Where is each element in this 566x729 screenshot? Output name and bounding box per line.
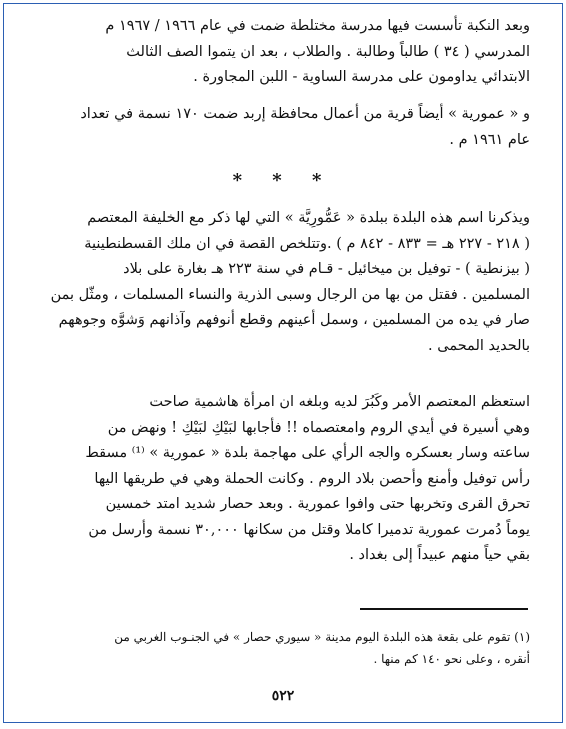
paragraph-mutasim-campaign (28, 390, 530, 569)
text-line: عام ١٩٦١ م . (449, 131, 530, 148)
paragraph-amuriya-village (28, 102, 530, 153)
footnote-line: أنقره ، وعلى نحو ١٤٠ كم منها . (373, 652, 530, 666)
text-line: بالحديد المحمى . (428, 337, 530, 354)
text-line: وبعد النكبة تأسست فيها مدرسة مختلطة ضمت في عام ١٩٦٦ / ١٩٦٧ م (105, 18, 530, 34)
text-line: الابتدائي يداومون على مدرسة الساوية - اللبن المجاورة . (193, 69, 530, 85)
text-line: المسلمين . فقتل من بها من الرجال وسبى الذرية والنساء المسلمات ، ومثّل بمن (50, 286, 530, 303)
footnote-divider (360, 608, 528, 610)
text-line: ( ٢١٨ - ٢٢٧ هـ = ٨٣٣ - ٨٤٢ م ) .وتتلخص القصة في ان ملك القسطنطينية (84, 235, 530, 252)
text-line: ( بيزنطية ) - توفيل بن ميخائيل - قـام في سنة ٢٢٣ هـ بغارة على بلاد (123, 261, 530, 277)
section-separator: * * * (232, 170, 334, 191)
book-page (3, 3, 563, 723)
page-number: ٥٢٢ (271, 688, 295, 704)
text-line: ويذكرنا اسم هذه البلدة ببلدة « عَمُّورِيَّة » التي لها ذكر مع الخليفة المعتصم (87, 210, 530, 226)
text-line: بقي حياً منهم عبيداً إلى بغداد . (349, 547, 530, 563)
text-line: استعظم المعتصم الأمر وكَبُرَ لديه وبلغه ان امرأة هاشمية صاحت (149, 394, 530, 410)
footnote (28, 626, 530, 670)
paragraph-amorium-history (28, 206, 530, 359)
text-line: وهي أسيرة في أيدي الروم وامعتصماه !! فأجابها لبَيْكِ لبَيْكِ ! ونهض من (107, 419, 530, 436)
paragraph-nakba-school (28, 14, 530, 91)
text-line: تحرق القرى وتخربها حتى وافوا عمورية . وبعد حصار شديد امتد خمسين (105, 496, 530, 512)
footnote-line: (١) تقوم على بقعة هذه البلدة اليوم مدينة « سيوري حصار » في الجنـوب الغربي من (114, 630, 530, 644)
text-line: المدرسي ( ٣٤ ) طالباً وطالبة . والطلاب ، بعد ان يتموا الصف الثالث (126, 43, 530, 60)
text-line: و « عمورية » أيضاً قرية من أعمال محافظة إربد ضمت ١٧٠ نسمة في تعداد (80, 106, 530, 122)
text-line: ساعته وسار بعسكره والجه الرأي على مهاجمة بلدة « عمورية » ⁽¹⁾ مسقط (85, 445, 530, 461)
text-line: يوماً دُمرت عمورية تدميرا كاملا وقتل من سكانها ٣٠,٠٠٠ نسمة وأرسل من (88, 521, 530, 538)
text-line: صار في يده من المسلمين ، وسمل أعينهم وقطع أنوفهم وآذانهم وَشوَّه وجوههم (58, 312, 530, 328)
text-line: رأس توفيل وأمنع وأحصن بلاد الروم . وكانت الحملة وهي في طريقها اليها (94, 470, 530, 487)
